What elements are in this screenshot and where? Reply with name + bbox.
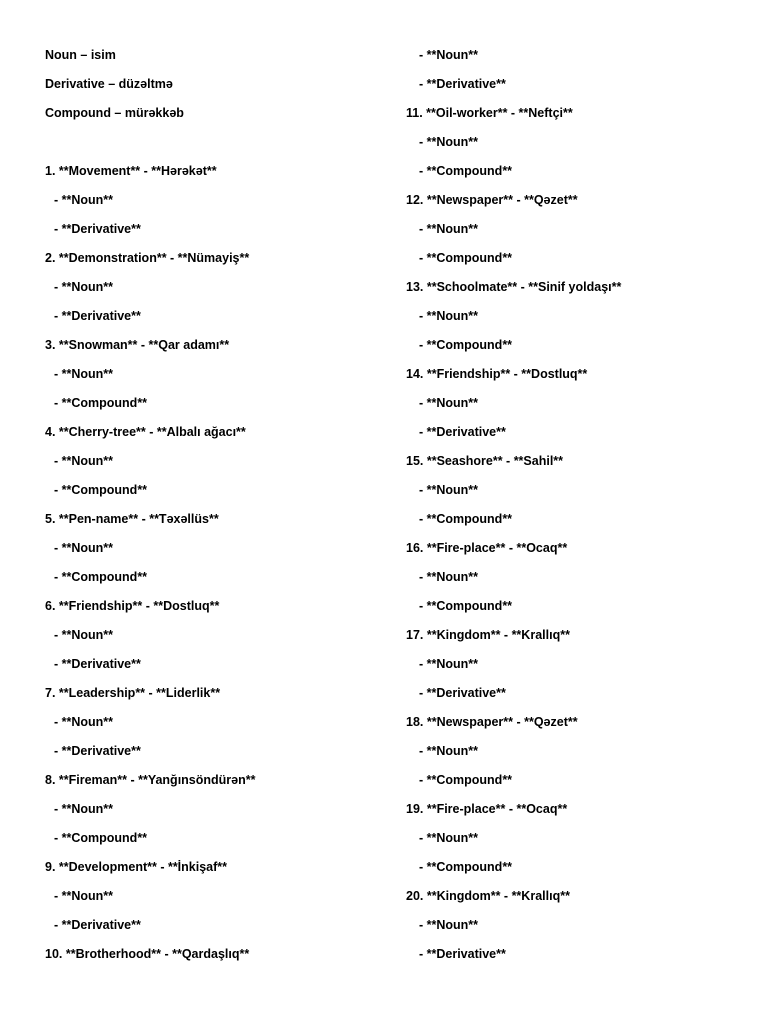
- entry-heading: 9. **Development** - **İnkişaf**: [45, 860, 228, 874]
- entry-word-type: - **Derivative**: [54, 744, 141, 758]
- entry-part-of-speech: - **Noun**: [54, 280, 114, 294]
- entry-heading: 3. **Snowman** - **Qar adamı**: [45, 338, 230, 352]
- entry-part-of-speech: - **Noun**: [54, 367, 114, 381]
- entry-heading: 4. **Cherry-tree** - **Albalı ağacı**: [45, 425, 246, 439]
- legend-noun: Noun – isim: [45, 48, 116, 62]
- entry-part-of-speech: - **Noun**: [419, 48, 479, 62]
- legend-derivative: Derivative – düzəltmə: [45, 77, 173, 91]
- entry-heading: 19. **Fire-place** - **Ocaq**: [406, 802, 568, 816]
- entry-word-type: - **Compound**: [419, 164, 513, 178]
- entry-part-of-speech: - **Noun**: [419, 135, 479, 149]
- entry-heading: 6. **Friendship** - **Dostluq**: [45, 599, 220, 613]
- entry-heading: 20. **Kingdom** - **Krallıq**: [406, 889, 570, 903]
- entry-word-type: - **Derivative**: [54, 657, 141, 671]
- entry-heading: 5. **Pen-name** - **Təxəllüs**: [45, 512, 219, 526]
- entry-heading: 16. **Fire-place** - **Ocaq**: [406, 541, 568, 555]
- legend-compound: Compound – mürəkkəb: [45, 106, 184, 120]
- entry-word-type: - **Compound**: [54, 396, 148, 410]
- entry-word-type: - **Derivative**: [54, 309, 141, 323]
- entry-word-type: - **Compound**: [419, 251, 513, 265]
- entry-word-type: - **Compound**: [54, 483, 148, 497]
- entry-heading: 10. **Brotherhood** - **Qardaşlıq**: [45, 947, 250, 961]
- entry-heading: 1. **Movement** - **Hərəkət**: [45, 164, 217, 178]
- entry-part-of-speech: - **Noun**: [419, 570, 479, 584]
- left-column: [45, 46, 375, 974]
- entry-part-of-speech: - **Noun**: [54, 541, 114, 555]
- entry-heading: 11. **Oil-worker** - **Neftçi**: [406, 106, 573, 120]
- entry-heading: 18. **Newspaper** - **Qəzet**: [406, 715, 578, 729]
- entry-part-of-speech: - **Noun**: [54, 193, 114, 207]
- entry-part-of-speech: - **Noun**: [419, 918, 479, 932]
- entry-word-type: - **Derivative**: [54, 918, 141, 932]
- entry-word-type: - **Compound**: [419, 773, 513, 787]
- entry-word-type: - **Compound**: [419, 860, 513, 874]
- entry-part-of-speech: - **Noun**: [419, 396, 479, 410]
- entry-heading: 13. **Schoolmate** - **Sinif yoldaşı**: [406, 280, 622, 294]
- entry-word-type: - **Compound**: [54, 831, 148, 845]
- entry-word-type: - **Derivative**: [419, 77, 506, 91]
- entry-part-of-speech: - **Noun**: [54, 889, 114, 903]
- entry-part-of-speech: - **Noun**: [419, 657, 479, 671]
- entry-word-type: - **Derivative**: [419, 425, 506, 439]
- entry-word-type: - **Derivative**: [419, 947, 506, 961]
- right-column: [406, 46, 736, 974]
- entry-part-of-speech: - **Noun**: [419, 483, 479, 497]
- entry-word-type: - **Derivative**: [54, 222, 141, 236]
- entry-word-type: - **Compound**: [419, 338, 513, 352]
- entry-word-type: - **Derivative**: [419, 686, 506, 700]
- entry-part-of-speech: - **Noun**: [419, 831, 479, 845]
- entry-heading: 12. **Newspaper** - **Qəzet**: [406, 193, 578, 207]
- entry-heading: 15. **Seashore** - **Sahil**: [406, 454, 564, 468]
- entry-part-of-speech: - **Noun**: [54, 454, 114, 468]
- entry-word-type: - **Compound**: [419, 599, 513, 613]
- entry-word-type: - **Compound**: [54, 570, 148, 584]
- entry-part-of-speech: - **Noun**: [54, 802, 114, 816]
- entry-part-of-speech: - **Noun**: [419, 222, 479, 236]
- entry-part-of-speech: - **Noun**: [54, 715, 114, 729]
- entry-heading: 8. **Fireman** - **Yanğınsöndürən**: [45, 773, 256, 787]
- entry-heading: 14. **Friendship** - **Dostluq**: [406, 367, 588, 381]
- entry-heading: 7. **Leadership** - **Liderlik**: [45, 686, 221, 700]
- spacer: [45, 133, 375, 162]
- entry-heading: 2. **Demonstration** - **Nümayiş**: [45, 251, 250, 265]
- entry-part-of-speech: - **Noun**: [419, 744, 479, 758]
- entry-part-of-speech: - **Noun**: [419, 309, 479, 323]
- entry-word-type: - **Compound**: [419, 512, 513, 526]
- entry-heading: 17. **Kingdom** - **Krallıq**: [406, 628, 570, 642]
- entry-part-of-speech: - **Noun**: [54, 628, 114, 642]
